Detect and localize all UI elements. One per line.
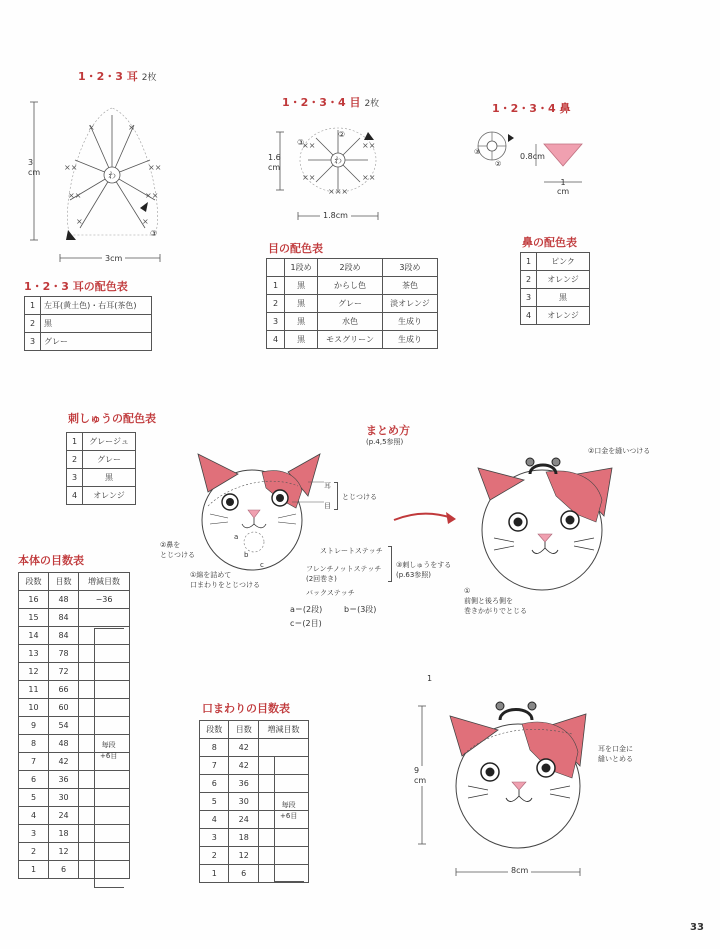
table-cell: 3 bbox=[19, 825, 49, 843]
table-cell: 2 bbox=[200, 847, 229, 865]
table-cell: 2 bbox=[19, 843, 49, 861]
embroidery-colors-title: 刺しゅうの配色表 bbox=[68, 412, 156, 425]
table-cell: −36 bbox=[79, 591, 130, 609]
mouth-count-title: 口まわりの目数表 bbox=[202, 702, 290, 715]
table-cell: 48 bbox=[49, 591, 79, 609]
french-knot-label: フレンチノットステッチ (2回巻き) bbox=[306, 565, 382, 583]
nose-marker-3: ③ bbox=[474, 148, 481, 156]
letter-a: a bbox=[234, 533, 239, 541]
table-row: 3 黒 水色 生成り bbox=[267, 313, 438, 331]
table-cell: 54 bbox=[49, 717, 79, 735]
ear-colors-title: 1・2・3 耳の配色表 bbox=[24, 280, 128, 293]
table-cell: 10 bbox=[19, 699, 49, 717]
table-cell: 48 bbox=[49, 735, 79, 753]
assembly-title: まとめ方 bbox=[366, 424, 410, 437]
assembly-eye-label: 目 bbox=[324, 502, 331, 510]
table-row: 3 黒 bbox=[67, 469, 136, 487]
eye-colors-title: 目の配色表 bbox=[268, 242, 323, 255]
back-stitch-label: バックステッチ bbox=[306, 589, 355, 597]
eye-title: 1・2・3・4 目 2枚 bbox=[282, 96, 380, 109]
nose-attach-label: ②鼻を とじつける bbox=[160, 541, 195, 559]
embroider-label: ③刺しゅうをする (p.63参照) bbox=[396, 561, 452, 579]
svg-text:××: ×× bbox=[145, 191, 159, 200]
nose-marker-2: ② bbox=[495, 160, 502, 168]
svg-text:×: × bbox=[88, 123, 95, 132]
table-cell: 3 bbox=[200, 829, 229, 847]
body-count-title: 本体の目数表 bbox=[18, 554, 84, 567]
finished-number: 1 bbox=[427, 674, 433, 683]
table-cell: 6 bbox=[49, 861, 79, 879]
table-cell: 1 bbox=[19, 861, 49, 879]
svg-text:××: ×× bbox=[64, 163, 78, 172]
nose-title: 1・2・3・4 鼻 bbox=[492, 102, 571, 115]
finished-height-label: 9 cm bbox=[414, 766, 427, 785]
ear-marker: ③ bbox=[150, 229, 158, 238]
ear-sew-note: 耳を口金に 縫いとめる bbox=[598, 745, 633, 763]
table-row bbox=[200, 739, 309, 757]
table-cell: 6 bbox=[19, 771, 49, 789]
svg-text:××: ×× bbox=[302, 141, 316, 150]
cat-face-assembled bbox=[470, 446, 620, 596]
ear-title: 1・2・3 耳 2枚 bbox=[78, 70, 157, 83]
table-row: 1 左耳(黄土色)・右耳(茶色) bbox=[25, 297, 152, 315]
table-cell: 13 bbox=[19, 645, 49, 663]
legend-c: c＝(2目) bbox=[290, 619, 322, 628]
table-cell: 12 bbox=[229, 847, 258, 865]
table-cell: 78 bbox=[49, 645, 79, 663]
svg-text:××: ×× bbox=[302, 173, 316, 182]
eye-colors-table bbox=[266, 258, 438, 349]
eye-marker-2: ② bbox=[338, 130, 346, 139]
finished-width-label: 8cm bbox=[508, 866, 531, 875]
table-cell: 4 bbox=[200, 811, 229, 829]
table-cell: 1 bbox=[200, 865, 229, 883]
table-cell: 8 bbox=[200, 739, 229, 757]
table-row: 2 黒 bbox=[25, 315, 152, 333]
table-cell: 24 bbox=[49, 807, 79, 825]
table-cell: 6 bbox=[200, 775, 229, 793]
mouth-note: 毎段 +6目 bbox=[280, 801, 298, 820]
table-row: 4 オレンジ bbox=[67, 487, 136, 505]
table-row bbox=[19, 591, 130, 609]
table-row: 1 黒 からし色 茶色 bbox=[267, 277, 438, 295]
table-cell: 11 bbox=[19, 681, 49, 699]
table-cell: 7 bbox=[19, 753, 49, 771]
table-row: 2 グレー bbox=[67, 451, 136, 469]
roll-stitch-label: ① 前側と後ろ側を 巻きかがりでとじる bbox=[464, 587, 527, 615]
table-cell: 18 bbox=[49, 825, 79, 843]
table-cell: 42 bbox=[229, 757, 258, 775]
nose-colors-table bbox=[520, 252, 590, 325]
table-row: 2 オレンジ bbox=[521, 271, 590, 289]
table-cell: 84 bbox=[49, 609, 79, 627]
straight-stitch-label: ストレートステッチ bbox=[320, 547, 383, 555]
table-cell: 30 bbox=[229, 793, 258, 811]
nose-colors-title: 鼻の配色表 bbox=[522, 236, 577, 249]
table-cell bbox=[79, 609, 130, 627]
table-row: 3 グレー bbox=[25, 333, 152, 351]
table-cell: 24 bbox=[229, 811, 258, 829]
cat-face-assembly bbox=[188, 446, 328, 576]
svg-text:××: ×× bbox=[362, 173, 376, 182]
table-cell: 7 bbox=[200, 757, 229, 775]
table-row: 4 オレンジ bbox=[521, 307, 590, 325]
svg-text:×: × bbox=[142, 217, 149, 226]
letter-c: c bbox=[260, 561, 264, 569]
table-cell: 8 bbox=[19, 735, 49, 753]
table-row: 1 ピンク bbox=[521, 253, 590, 271]
table-cell: 12 bbox=[49, 843, 79, 861]
table-header-row: 段数 目数 増減目数 bbox=[200, 721, 309, 739]
table-cell: 66 bbox=[49, 681, 79, 699]
cat-face-finished bbox=[410, 694, 590, 880]
sew-clasp-label: ②口金を縫いつける bbox=[588, 447, 651, 455]
embroidery-colors-table bbox=[66, 432, 136, 505]
table-cell: 4 bbox=[19, 807, 49, 825]
bracket bbox=[388, 546, 392, 582]
table-row bbox=[19, 609, 130, 627]
table-cell: 18 bbox=[229, 829, 258, 847]
table-cell: 60 bbox=[49, 699, 79, 717]
legend-a: a＝(2段) bbox=[290, 605, 323, 614]
table-header-row: 1段め 2段め 3段め bbox=[267, 259, 438, 277]
stuff-label: ①綿を詰めて 口まわりをとじつける bbox=[190, 571, 260, 589]
bracket bbox=[334, 482, 338, 510]
table-cell: 36 bbox=[49, 771, 79, 789]
table-cell: 42 bbox=[229, 739, 258, 757]
svg-text:××: ×× bbox=[148, 163, 162, 172]
ear-height-label: 3 cm bbox=[28, 158, 41, 177]
table-cell: 84 bbox=[49, 627, 79, 645]
svg-text:×××: ××× bbox=[328, 187, 349, 196]
table-cell: 72 bbox=[49, 663, 79, 681]
nose-height-label: 0.8cm bbox=[520, 152, 545, 161]
assembly-ear-label: 耳 bbox=[324, 482, 331, 490]
svg-text:×: × bbox=[128, 123, 135, 132]
svg-text:わ: わ bbox=[334, 156, 342, 165]
nose-width-label: 1 cm bbox=[557, 178, 570, 196]
table-cell: 30 bbox=[49, 789, 79, 807]
ear-crochet-chart bbox=[20, 90, 180, 265]
eye-width-label: 1.8cm bbox=[320, 211, 351, 220]
assembly-ref: (p.4,5参照) bbox=[366, 438, 404, 446]
eye-marker-3: ③ bbox=[297, 138, 305, 147]
svg-text:××: ×× bbox=[68, 191, 82, 200]
table-row: 4 黒 モスグリーン 生成り bbox=[267, 331, 438, 349]
table-cell: 12 bbox=[19, 663, 49, 681]
table-cell: 6 bbox=[229, 865, 258, 883]
attach-label: とじつける bbox=[342, 493, 377, 501]
svg-text:わ: わ bbox=[108, 171, 116, 180]
svg-text:×: × bbox=[76, 217, 83, 226]
table-cell: 5 bbox=[19, 789, 49, 807]
letter-b: b bbox=[244, 551, 249, 559]
table-row: 3 黒 bbox=[521, 289, 590, 307]
body-note: 毎段 +6目 bbox=[100, 741, 118, 760]
table-row: 2 黒 グレー 淡オレンジ bbox=[267, 295, 438, 313]
table-cell bbox=[258, 739, 308, 757]
ear-width-label: 3cm bbox=[102, 254, 125, 263]
table-cell: 9 bbox=[19, 717, 49, 735]
legend-b: b＝(3段) bbox=[344, 605, 377, 614]
table-header-row: 段数 目数 増減目数 bbox=[19, 573, 130, 591]
eye-height-label: 1.6 cm bbox=[268, 153, 281, 172]
table-cell: 42 bbox=[49, 753, 79, 771]
page-number: 33 bbox=[690, 922, 704, 933]
arrow-icon bbox=[390, 506, 460, 526]
table-cell: 15 bbox=[19, 609, 49, 627]
table-row: 1 グレージュ bbox=[67, 433, 136, 451]
table-cell: 16 bbox=[19, 591, 49, 609]
ear-colors-table bbox=[24, 296, 152, 351]
table-cell: 36 bbox=[229, 775, 258, 793]
table-cell: 5 bbox=[200, 793, 229, 811]
table-cell: 14 bbox=[19, 627, 49, 645]
svg-text:××: ×× bbox=[362, 141, 376, 150]
